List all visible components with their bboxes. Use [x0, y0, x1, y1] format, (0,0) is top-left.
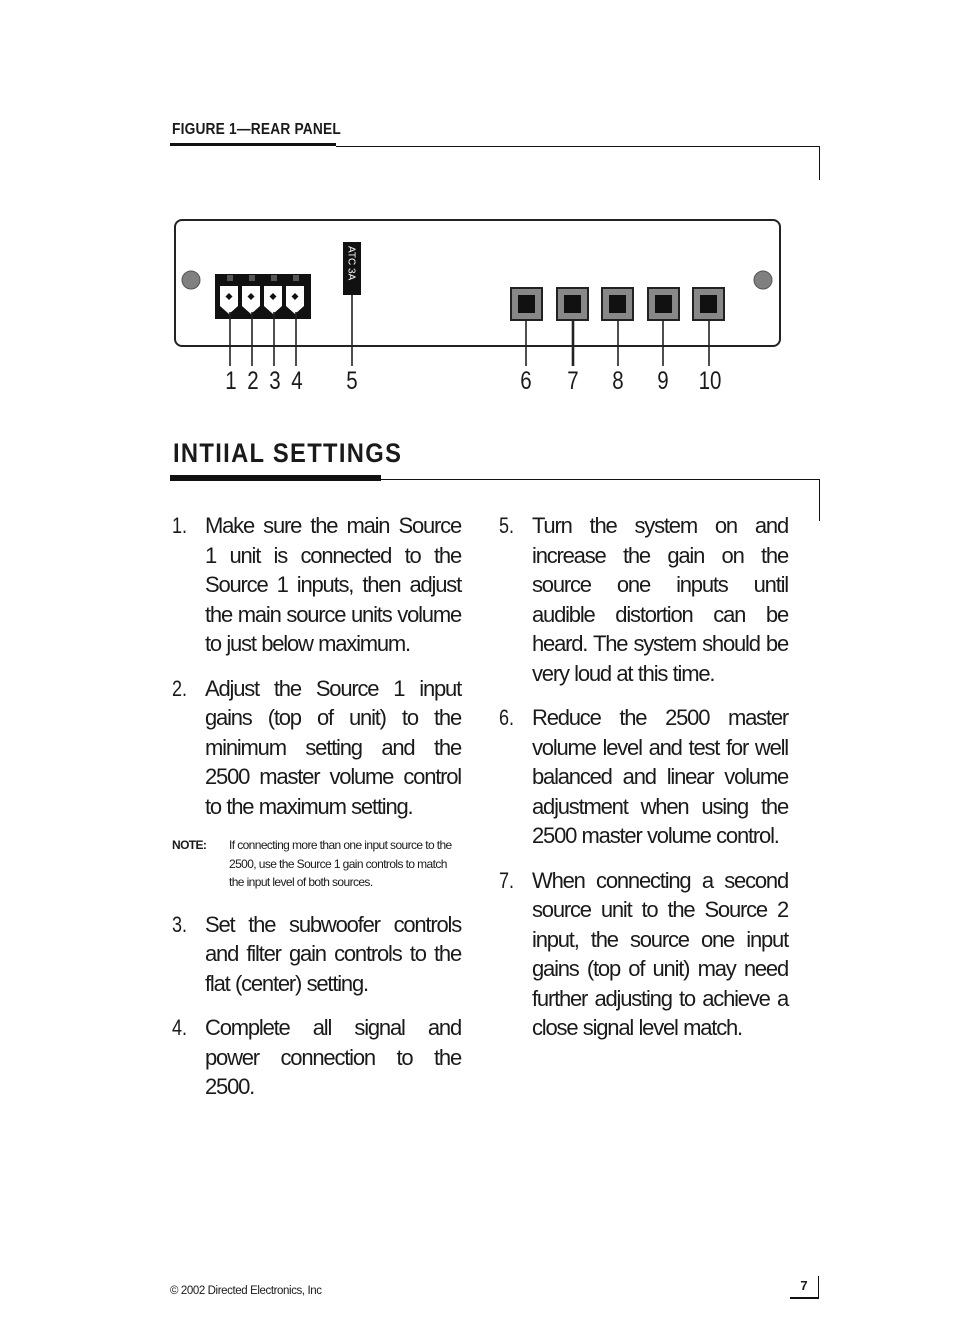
- figure-title: FIGURE 1—REAR PANEL: [172, 121, 341, 138]
- section-rule-thick: [170, 475, 381, 481]
- note-text: If connecting more than one input source to the 2500, use the Source 1 gain controls to match the input level of both sources.: [229, 838, 452, 889]
- callout-4: 4: [291, 367, 303, 395]
- step-text: Reduce the 2500 master volume level and test for well balanced and linear volume adjustment when using the 2500 master volume control.: [532, 705, 788, 848]
- section-rule-corner: [819, 479, 820, 521]
- list-item: [499, 511, 788, 688]
- step-text: Set the subwoofer controls and filter gain controls to the flat (center) setting.: [205, 911, 461, 996]
- callout-6: 6: [520, 367, 532, 395]
- callout-8: 8: [612, 367, 624, 395]
- note-label: NOTE:: [172, 838, 207, 852]
- list-item: [172, 511, 461, 659]
- step-number: 5.: [499, 513, 515, 538]
- callout-10: 10: [698, 367, 722, 395]
- list-item: [172, 674, 461, 822]
- copyright-text: © 2002 Directed Electronics, Inc: [170, 1285, 322, 1297]
- step-number: 2.: [172, 675, 188, 701]
- step-text: Adjust the Source 1 input gains (top of unit) to the minimum setting and the 2500 master volume control to the maximum setting.: [205, 675, 461, 819]
- step-number: 7.: [499, 867, 515, 893]
- section-rule-thin: [381, 479, 820, 480]
- step-text: Complete all signal and power connection to the 2500.: [205, 1015, 461, 1099]
- steps-column-left: [172, 511, 461, 1117]
- page-number: 7: [800, 1278, 808, 1293]
- callout-2: 2: [247, 367, 259, 395]
- fuse-icon: [343, 242, 361, 295]
- step-number: 6.: [499, 705, 515, 730]
- callout-3: 3: [269, 367, 281, 395]
- step-text: When connecting a second source unit to the Source 2 input, the source one input gains (top of unit) may need further adjusting to achieve a close signal level match.: [532, 867, 788, 1040]
- callout-7: 7: [567, 367, 579, 395]
- list-item: [499, 866, 788, 1043]
- callout-5: 5: [346, 367, 358, 395]
- rear-panel-diagram: [165, 212, 795, 372]
- rca-jack-icons: [511, 288, 724, 320]
- page-number-rule: [790, 1297, 819, 1299]
- step-number: 4.: [172, 1015, 188, 1040]
- figure-rule-corner: [819, 146, 820, 180]
- callout-1: 1: [225, 367, 237, 395]
- steps-column-right: [499, 511, 788, 1058]
- step-text: Turn the system on and increase the gain on the source one inputs until audible distortion can be heard. The system should be very loud at this time.: [532, 513, 788, 686]
- mounting-hole-right: [754, 271, 772, 289]
- mounting-hole-left: [182, 271, 200, 289]
- callout-9: 9: [657, 367, 669, 395]
- figure-rule-thick: [170, 143, 336, 146]
- step-text: Make sure the main Source 1 unit is connected to the Source 1 inputs, then adjust the main source units volume to just below maximum.: [205, 513, 461, 656]
- figure-rule-thin: [336, 146, 820, 147]
- list-item: [172, 910, 461, 999]
- step-number: 3.: [172, 911, 188, 937]
- list-item: [499, 703, 788, 851]
- list-item: [172, 1013, 461, 1102]
- step-number: 1.: [172, 513, 188, 538]
- note-block: [172, 836, 461, 892]
- fuse-label: ATC 3A: [345, 246, 357, 281]
- page-number-corner: [818, 1276, 819, 1299]
- section-title: INTIIAL SETTINGS: [173, 438, 403, 468]
